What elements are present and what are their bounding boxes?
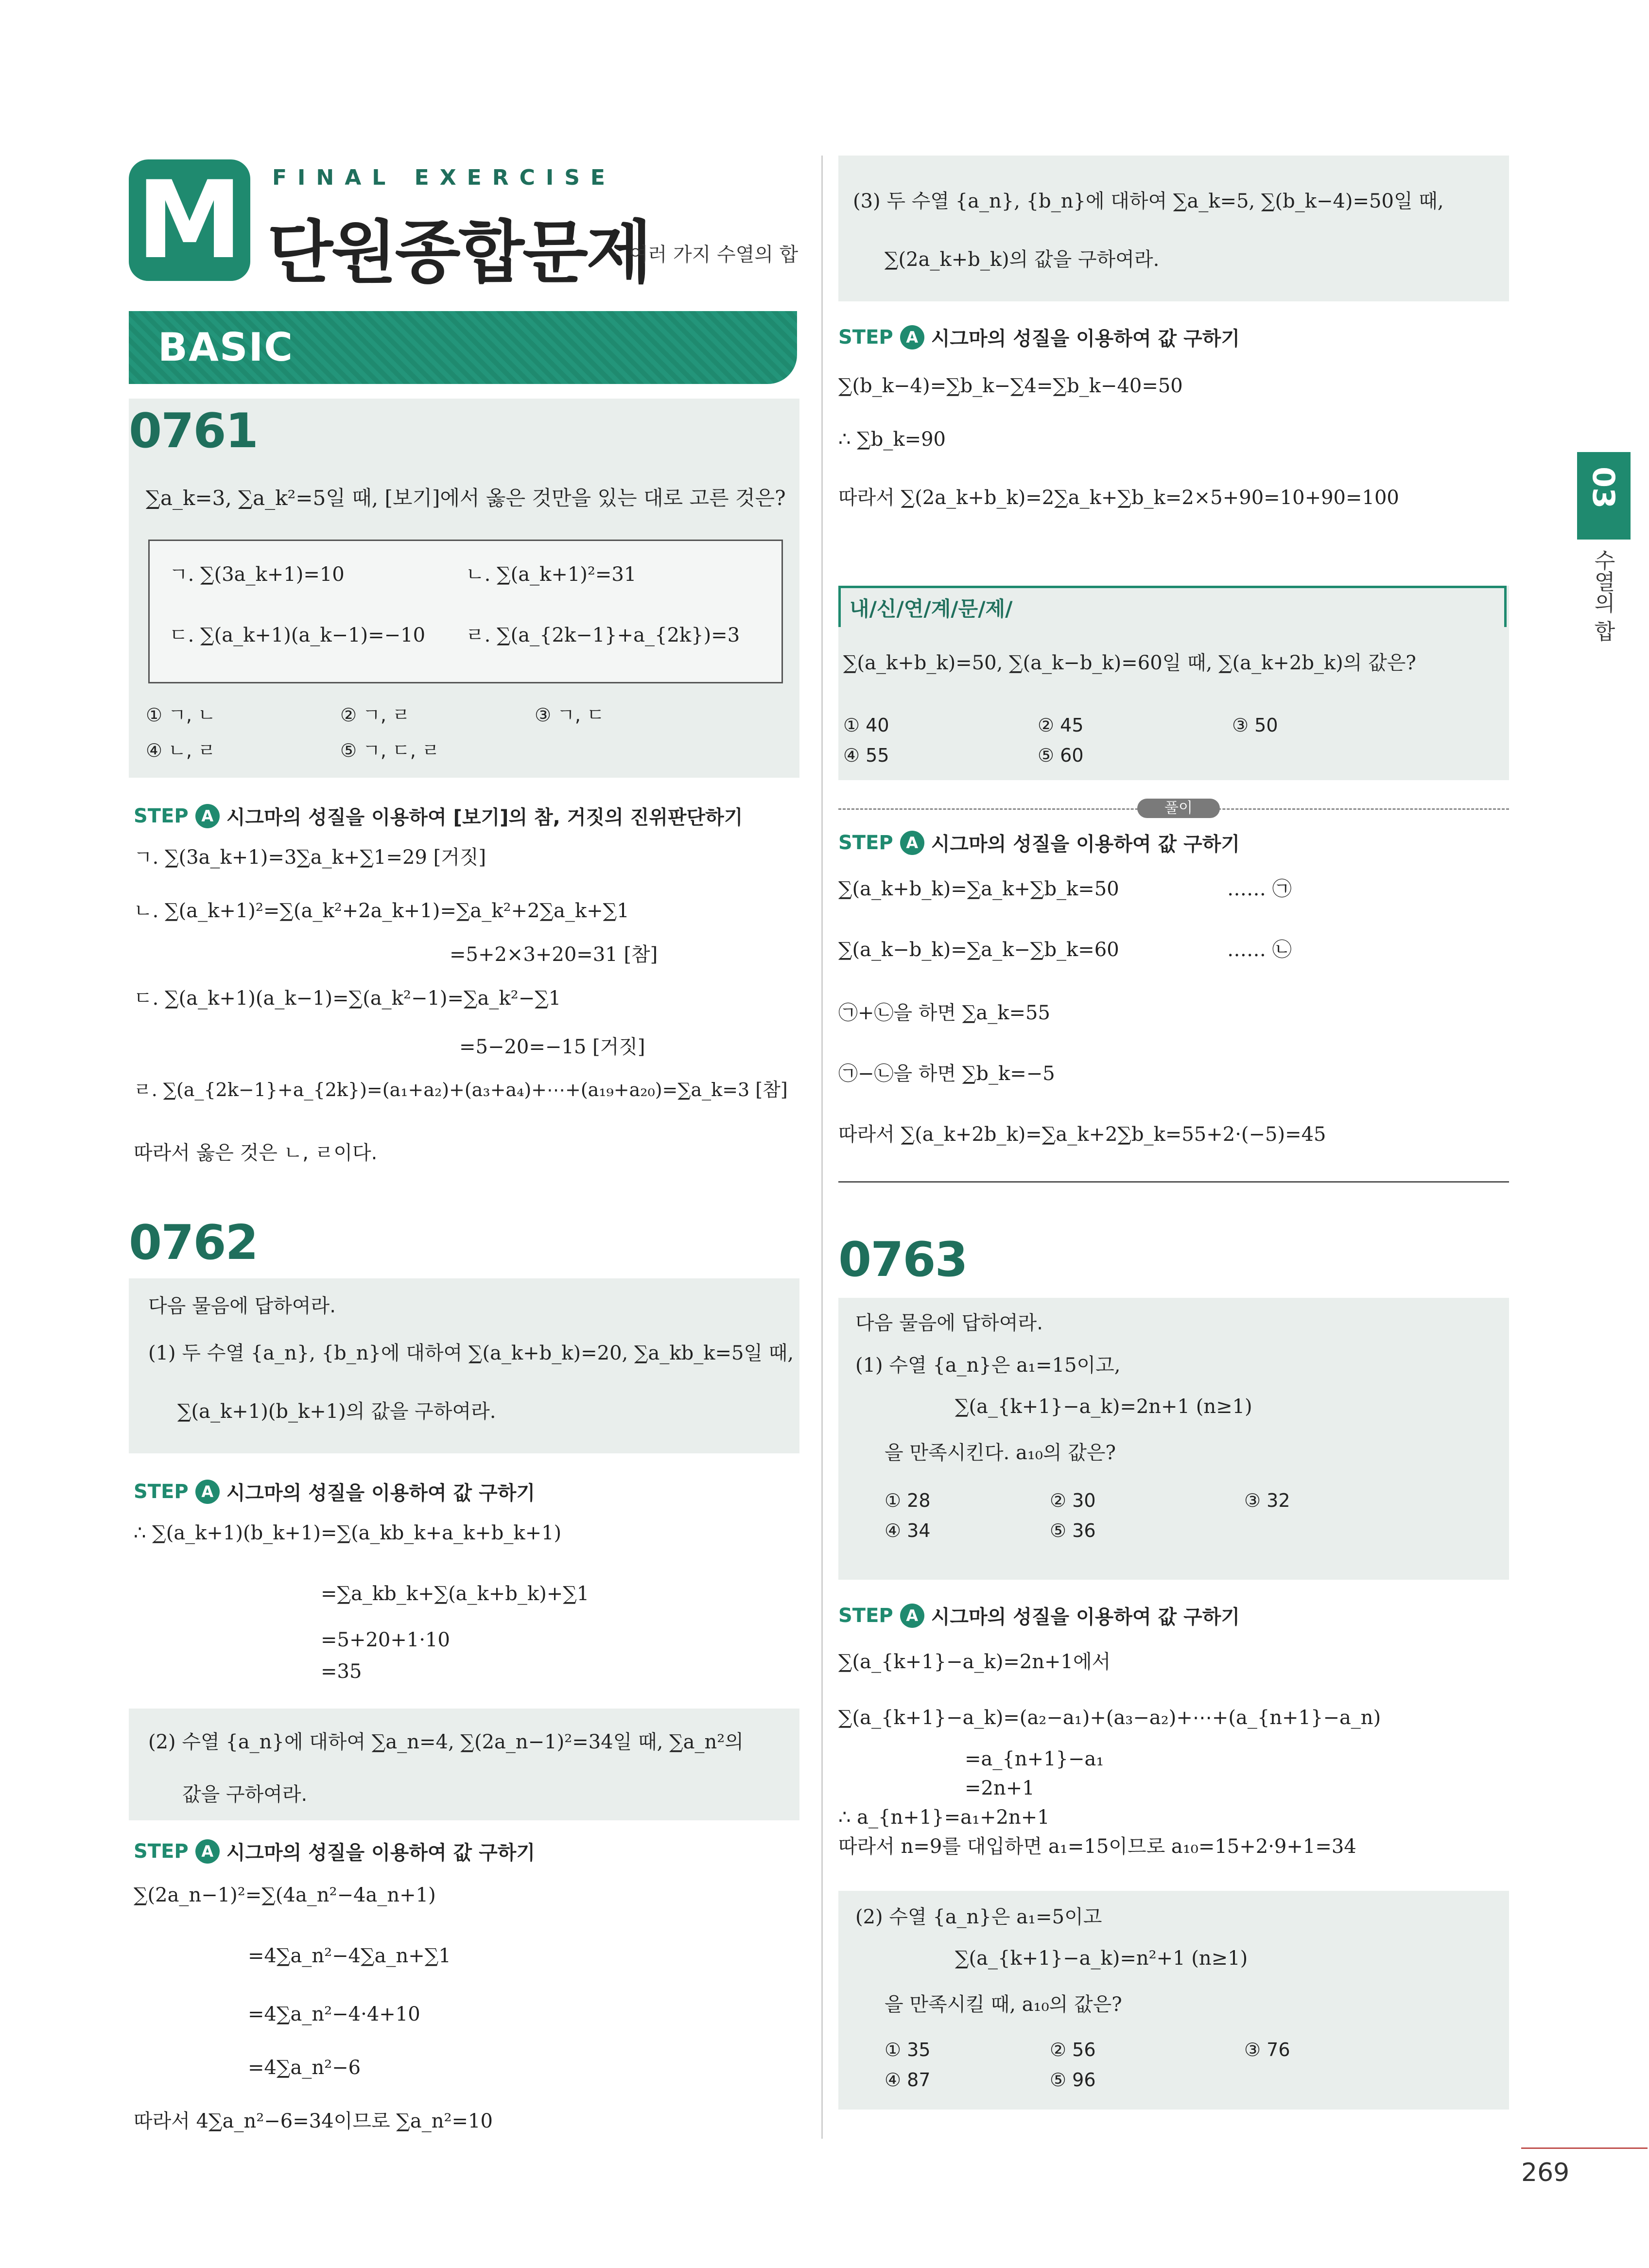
step-a-icon: A [195,1480,220,1504]
step-word: STEP [838,1604,893,1627]
naesin-sol-2: ∑(a_k−b_k)=∑a_k−∑b_k=60 [838,939,1119,961]
conclusion: 따라서 옳은 것은 ㄴ, ㄹ이다. [134,1142,378,1164]
chapter-number: 03 [1586,467,1621,509]
section-banner [129,311,797,384]
choice-2[interactable]: ② 45 [1038,715,1084,736]
sol-line-4: =2n+1 [965,1777,1035,1799]
q2-line-a: (2) 수열 {a_n}에 대하여 ∑a_n=4, ∑(2a_n−1)²=34일 때, ∑a_n²의 [148,1731,744,1753]
sol2-line-2: =4∑a_n²−4∑a_n+∑1 [248,1945,451,1967]
choice-3[interactable]: ③ 76 [1244,2039,1290,2060]
naesin-tag-2: …… ㉡ [1227,939,1292,961]
step-title: 시그마의 성질을 이용하여 값 구하기 [226,1482,536,1504]
sol-line-3: 따라서 ∑(2a_k+b_k)=2∑a_k+∑b_k=2×5+90=10+90=100 [838,487,1399,509]
step-a-icon: A [900,831,924,855]
choice-3[interactable]: ③ 50 [1232,715,1278,736]
naesin-question: ∑(a_k+b_k)=50, ∑(a_k−b_k)=60일 때, ∑(a_k+2b_k)의 값은? [843,652,1416,674]
problem-number: 0763 [838,1232,967,1288]
intro-text: 다음 물음에 답하여라. [148,1295,336,1317]
sol1-line-3: =5+20+1·10 [321,1629,450,1651]
bogi-box [148,540,783,683]
choice-2[interactable]: ② ㄱ, ㄹ [340,704,410,726]
sol-line-1: ∑(a_{k+1}−a_k)=2n+1에서 [838,1651,1111,1673]
sol-line-1: ∑(b_k−4)=∑b_k−∑4=∑b_k−40=50 [838,375,1183,397]
q3-line-a: (3) 두 수열 {a_n}, {b_n}에 대하여 ∑a_k=5, ∑(b_k−4)=50일 때, [853,190,1444,212]
solution-line-1: ㄱ. ∑(3a_k+1)=3∑a_k+∑1=29 [거짓] [134,846,486,869]
step-heading-1 [134,1478,535,1505]
step-a-icon: A [900,1604,924,1628]
choice-5[interactable]: ⑤ 96 [1050,2069,1096,2091]
choice-2[interactable]: ② 30 [1050,1490,1096,1511]
bogi-n: ㄴ. ∑(a_k+1)²=31 [466,563,637,586]
chapter-tab [1577,452,1631,540]
conclusion-2: 따라서 4∑a_n²−6=34이므로 ∑a_n²=10 [134,2110,493,2132]
choice-4[interactable]: ④ 87 [885,2069,931,2091]
choices-1 [885,1490,1409,1541]
question-block-3 [838,156,1509,301]
pul-label: 풀이 [1137,799,1220,818]
step-word: STEP [134,1840,189,1863]
bogi-r: ㄹ. ∑(a_{2k−1}+a_{2k})=3 [466,624,740,646]
chapter-title: 수열의 합 [1590,549,1615,642]
sol2-line-4: =4∑a_n²−6 [248,2057,361,2079]
step-a-icon: A [900,325,924,349]
sol-line-2: ∴ ∑b_k=90 [838,428,946,451]
naesin-tag-1: …… ㉠ [1227,878,1292,900]
step-title: 시그마의 성질을 이용하여 값 구하기 [931,833,1240,855]
step-word: STEP [838,831,893,854]
naesin-bottom-rule [838,1181,1509,1183]
q2-line-a: (2) 수열 {a_n}은 a₁=5이고 [855,1906,1102,1928]
choice-4[interactable]: ④ 34 [885,1520,931,1541]
choice-1[interactable]: ① 40 [843,715,889,736]
choice-5[interactable]: ⑤ 60 [1038,745,1084,766]
q2-line-c: 을 만족시킬 때, a₁₀의 값은? [885,1993,1122,2016]
q3-line-b: ∑(2a_k+b_k)의 값을 구하여라. [885,248,1160,271]
choice-1[interactable]: ① 35 [885,2039,931,2060]
step-heading [838,323,1240,351]
choices [146,700,729,762]
problem-number: 0762 [129,1215,258,1271]
q2-line-b: 값을 구하여라. [182,1783,308,1806]
solution-line-4: ㄷ. ∑(a_k+1)(a_k−1)=∑(a_k²−1)=∑a_k²−∑1 [134,987,561,1010]
naesin-sol-4: ㉠−㉡을 하면 ∑b_k=−5 [838,1063,1055,1085]
header [129,156,799,301]
choice-3[interactable]: ③ ㄱ, ㄷ [535,704,605,726]
step-word: STEP [134,1480,189,1503]
question-text: ∑a_k=3, ∑a_k²=5일 때, [보기]에서 옳은 것만을 있는 대로 고른 것은? [146,486,786,510]
step-a-icon: A [195,1839,220,1864]
sol1-line-2: =∑a_kb_k+∑(a_k+b_k)+∑1 [321,1583,590,1605]
problem-0762-part3 [838,156,1509,525]
intro-text: 다음 물음에 답하여라. [855,1312,1043,1334]
sol-line-2: ∑(a_{k+1}−a_k)=(a₂−a₁)+(a₃−a₂)+⋯+(a_{n+1}−a_n) [838,1707,1381,1729]
choice-1[interactable]: ① 28 [885,1490,931,1511]
bogi-d: ㄷ. ∑(a_k+1)(a_k−1)=−10 [169,624,426,646]
q1-line-b: ∑(a_k+1)(b_k+1)의 값을 구하여라. [177,1400,496,1423]
step-title: 시그마의 성질을 이용하여 값 구하기 [226,1842,536,1864]
sol-line-3: =a_{n+1}−a₁ [965,1748,1104,1770]
q1-line-a: (1) 수열 {a_n}은 a₁=15이고, [855,1354,1121,1377]
q1-line-b: ∑(a_{k+1}−a_k)=2n+1 (n≥1) [955,1396,1252,1418]
step-title: 시그마의 성질을 이용하여 값 구하기 [931,328,1240,350]
choice-4[interactable]: ④ 55 [843,745,889,766]
naesin-title-bar [838,586,1507,627]
section-label: BASIC [158,325,294,370]
naesin-choices [843,715,1426,766]
choice-5[interactable]: ⑤ 36 [1050,1520,1096,1541]
page-title: 단원종합문제 [267,213,650,293]
step-heading [134,802,743,830]
page-subtitle: 여러 가지 수열의 합 [629,244,798,266]
problem-0762 [129,1215,799,2139]
sol2-line-1: ∑(2a_n−1)²=∑(4a_n²−4a_n+1) [134,1884,436,1906]
q1-line-c: 을 만족시킨다. a₁₀의 값은? [885,1442,1116,1464]
naesin-sol-3: ㉠+㉡을 하면 ∑a_k=55 [838,1002,1050,1024]
sol2-line-3: =4∑a_n²−4·4+10 [248,2003,420,2025]
step-word: STEP [134,804,189,827]
step-heading [838,829,1240,856]
step-heading-2 [134,1837,535,1865]
naesin-problem [838,586,1509,1188]
page-number-rule [1521,2147,1648,2149]
column-divider [821,156,823,2139]
problem-0761 [129,399,799,1186]
choice-5[interactable]: ⑤ ㄱ, ㄷ, ㄹ [340,740,440,761]
sol-line-6: 따라서 n=9를 대입하면 a₁=15이므로 a₁₀=15+2·9+1=34 [838,1835,1356,1858]
page-number: 269 [1521,2158,1570,2187]
choice-4[interactable]: ④ ㄴ, ㄹ [146,740,216,761]
solution-line-6: ㄹ. ∑(a_{2k−1}+a_{2k})=(a₁+a₂)+(a₃+a₄)+⋯+(a₁₉+a₂₀)=∑a_k=3 [참] [134,1079,788,1100]
logo-letter: M [136,158,243,282]
q2-line-b: ∑(a_{k+1}−a_k)=n²+1 (n≥1) [955,1947,1248,1970]
q1-line-a: (1) 두 수열 {a_n}, {b_n}에 대하여 ∑(a_k+b_k)=20, ∑a_kb_k=5일 때, [148,1342,794,1364]
sol-line-5: ∴ a_{n+1}=a₁+2n+1 [838,1806,1050,1829]
sol1-line-4: =35 [321,1660,362,1683]
solution-line-2: ㄴ. ∑(a_k+1)²=∑(a_k²+2a_k+1)=∑a_k²+2∑a_k+∑1 [134,900,629,922]
naesin-title: 내/신/연/계/문/제/ [850,597,1013,621]
problem-number: 0761 [129,403,258,459]
problem-0763 [838,1232,1509,2122]
step-word: STEP [838,326,893,349]
logo-m-icon [129,159,250,281]
final-exercise-label: FINAL EXERCISE [272,165,616,190]
choice-2[interactable]: ② 56 [1050,2039,1096,2060]
bogi-g: ㄱ. ∑(3a_k+1)=10 [169,563,345,586]
choice-3[interactable]: ③ 32 [1244,1490,1290,1511]
naesin-sol-1: ∑(a_k+b_k)=∑a_k+∑b_k=50 [838,878,1119,900]
solution-line-3: =5+2×3+20=31 [참] [450,943,658,966]
choice-1[interactable]: ① ㄱ, ㄴ [146,704,216,726]
solution-line-5: =5−20=−15 [거짓] [459,1036,645,1058]
step-title: 시그마의 성질을 이용하여 값 구하기 [931,1606,1240,1628]
sol1-line-1: ∴ ∑(a_k+1)(b_k+1)=∑(a_kb_k+a_k+b_k+1) [134,1522,562,1544]
naesin-sol-5: 따라서 ∑(a_k+2b_k)=∑a_k+2∑b_k=55+2·(−5)=45 [838,1123,1326,1146]
step-a-icon: A [195,804,220,828]
choices-2 [885,2039,1409,2091]
step-heading [838,1602,1240,1629]
step-title: 시그마의 성질을 이용하여 [보기]의 참, 거짓의 진위판단하기 [226,806,743,829]
